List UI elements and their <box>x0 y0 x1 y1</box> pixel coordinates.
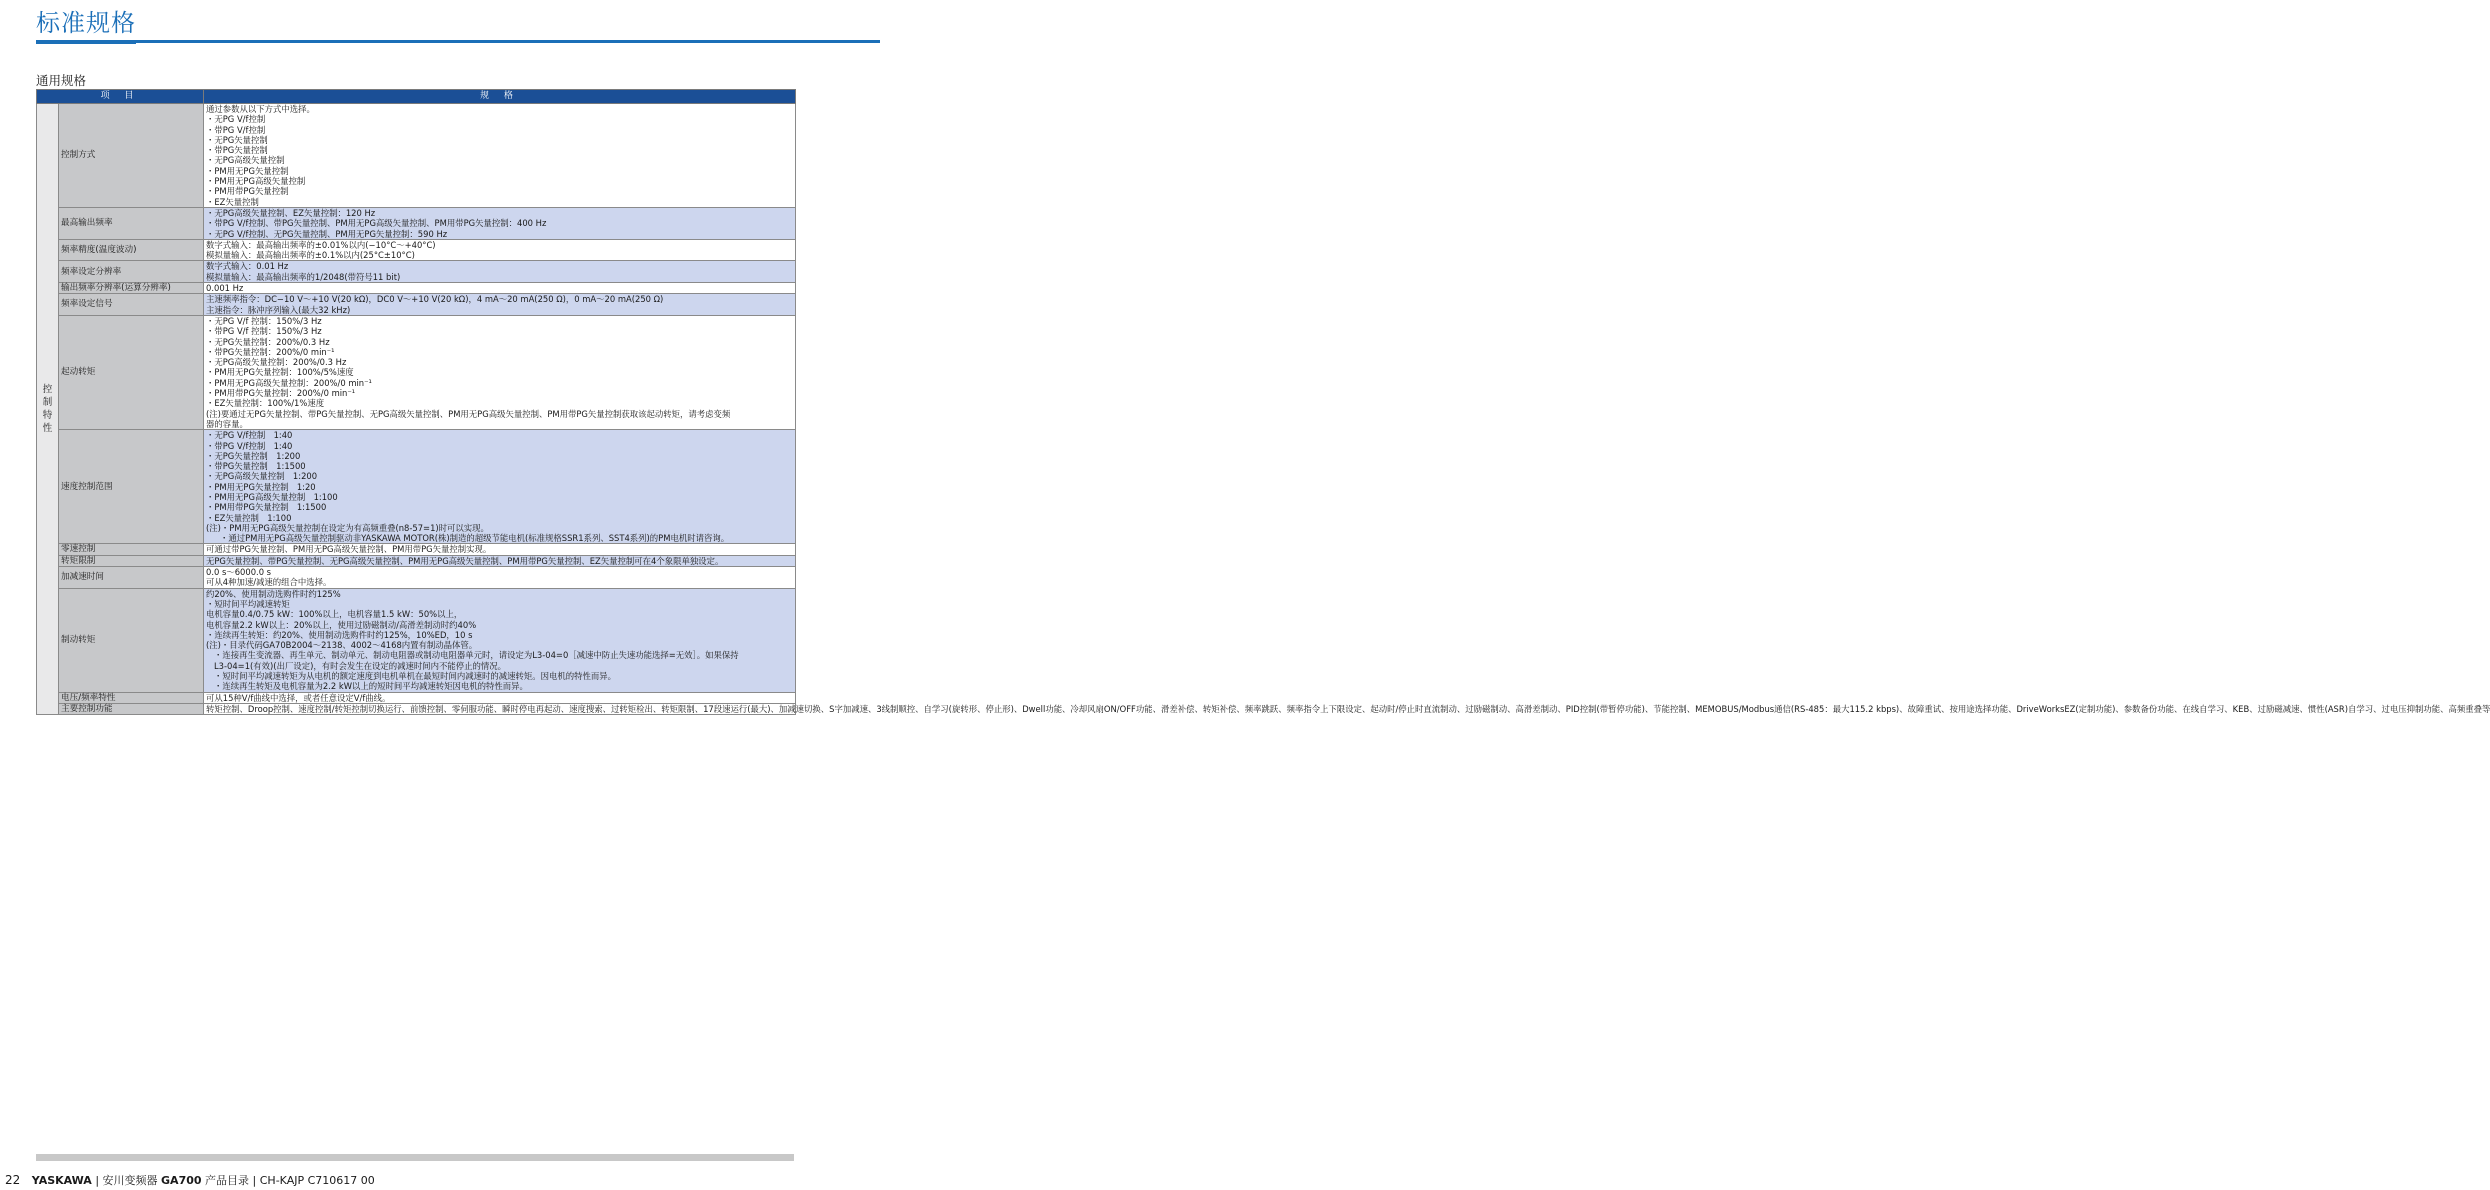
row-spec-value <box>204 567 796 589</box>
table-row <box>37 692 796 703</box>
spec-line: 模拟量输入：最高输出频率的1/2048(带符号11 bit) <box>206 271 401 282</box>
row-item-label: 零速控制 <box>59 544 204 555</box>
row-spec-value <box>204 430 796 544</box>
title-rule-accent <box>36 40 136 44</box>
spec-line: ・带PG矢量控制 1:1500 <box>206 461 306 472</box>
header-spec: 规 格 <box>204 90 796 104</box>
row-spec-value <box>204 692 796 703</box>
row-spec-value <box>204 544 796 555</box>
spec-line: 转矩控制、Droop控制、速度控制/转矩控制切换运行、前馈控制、零伺服功能、瞬时停电再起动、速度搜索、过转矩检出、转矩限制、17段速运行(最大)、加减速切换、S字加减速、3线制顺控、自学习(旋转形、停止形)、Dwell功能、冷却风扇ON/OFF功能、滑差补偿、转矩补偿、频率跳跃、频率指令上下限设定、起动时/停止时直流制动、过励磁制动、高滑差制动、PID控制(带暂停功能)、节能控制、MEMOBUS/Modbus通信(RS-485：最大115.2 kbps)、故障重试、按用途选择功能、DriveWorksEZ(定制功能)、参数备份功能、在线自学习、KEB、过励磁减速、惯性(ASR)自学习、过电压抑制功能、高频重叠等 <box>206 703 2490 714</box>
spec-line: ・连接再生变流器、再生单元、制动单元、制动电阻器或制动电阻器单元时，请设定为L3-04=0［减速中防止失速功能选择=无效］。如果保持 <box>214 650 739 661</box>
spec-line: 无PG矢量控制、带PG矢量控制、无PG高级矢量控制、PM用无PG高级矢量控制、PM用带PG矢量控制、EZ矢量控制可在4个象限单独设定。 <box>206 555 724 566</box>
spec-line: ・通过PM用无PG高级矢量控制驱动非YASKAWA MOTOR(株)制造的超级节能电机(标准规格SSR1系列、SST4系列)的PM电机时请咨询。 <box>220 533 730 544</box>
spec-line: ・无PG高级矢量控制：200%/0.3 Hz <box>206 357 347 368</box>
spec-table <box>36 89 2490 715</box>
spec-line: 约20%、使用制动选购件时约125% <box>206 588 341 599</box>
spec-line: 主速频率指令：DC−10 V～+10 V(20 kΩ)，DC0 V～+10 V(20 kΩ)，4 mA～20 mA(250 Ω)，0 mA～20 mA(250 Ω) <box>206 294 664 305</box>
spec-line: 0.001 Hz <box>206 283 244 294</box>
spec-line: (注)要通过无PG矢量控制、带PG矢量控制、无PG高级矢量控制、PM用无PG高级矢量控制、PM用带PG矢量控制获取该起动转矩，请考虑变频 <box>206 408 731 419</box>
spec-line: L3-04=1(有效)(出厂设定)，有时会发生在设定的减速时间内不能停止的情况。 <box>214 660 506 671</box>
row-item-label: 频率设定信号 <box>59 294 204 316</box>
table-row <box>37 261 796 283</box>
spec-line: 可从4种加速/减速的组合中选择。 <box>206 577 332 588</box>
row-item-label: 频率设定分辨率 <box>59 261 204 283</box>
table-row <box>37 430 796 544</box>
spec-line: ・短时间平均减速转矩 <box>206 598 290 609</box>
table-row <box>37 315 796 429</box>
spec-line: ・PM用带PG矢量控制：200%/0 min⁻¹ <box>206 388 356 399</box>
table-row <box>37 239 796 261</box>
footer-separator: | <box>252 1174 260 1187</box>
spec-line: ・无PG矢量控制 1:200 <box>206 450 301 461</box>
header-item: 项 目 <box>37 90 204 104</box>
row-spec-value <box>204 294 796 316</box>
table-row <box>37 283 796 294</box>
footer-bar <box>36 1154 794 1161</box>
spec-line: ・带PG矢量控制：200%/0 min⁻¹ <box>206 346 335 357</box>
row-item-label: 最高输出频率 <box>59 207 204 239</box>
section-title: 通用规格 <box>36 73 87 88</box>
spec-line: ・带PG矢量控制 <box>206 145 268 156</box>
spec-line: ・无PG矢量控制：200%/0.3 Hz <box>206 336 330 347</box>
spec-line: ・连续再生转矩及电机容量为2.2 kW以上的短时间平均减速转矩因电机的特性而异。 <box>214 681 528 692</box>
spec-line: ・PM用无PG矢量控制：100%/5%速度 <box>206 367 354 378</box>
table-row <box>37 555 796 566</box>
spec-line: ・EZ矢量控制 <box>206 196 259 207</box>
row-item-label: 起动转矩 <box>59 315 204 429</box>
spec-line: ・无PG V/f控制、无PG矢量控制、PM用无PG矢量控制：590 Hz <box>206 228 448 239</box>
spec-line: 可从15种V/f曲线中选择，或者任意设定V/f曲线。 <box>206 692 391 703</box>
spec-line: ・EZ矢量控制 1:100 <box>206 512 292 523</box>
footer-separator: | <box>95 1174 103 1187</box>
row-spec-value <box>204 555 796 566</box>
spec-line: ・PM用无PG矢量控制 <box>206 165 289 176</box>
spec-line: ・短时间平均减速转矩为从电机的额定速度到电机单机在最短时间内减速时的减速转矩。因电机的特性而异。 <box>214 671 616 682</box>
footer <box>5 1172 375 1188</box>
spec-line: 可通过带PG矢量控制、PM用无PG高级矢量控制、PM用带PG矢量控制实现。 <box>206 544 492 555</box>
spec-line: 数字式输入：0.01 Hz <box>206 261 289 272</box>
row-spec-value <box>204 239 796 261</box>
table-row <box>37 104 796 208</box>
row-spec-value <box>204 207 796 239</box>
spec-line: ・带PG V/f 控制：150%/3 Hz <box>206 326 322 337</box>
page-number: 22 <box>5 1173 21 1187</box>
row-item-label: 主要控制功能 <box>59 703 204 714</box>
spec-line: ・PM用无PG高级矢量控制：200%/0 min⁻¹ <box>206 377 372 388</box>
spec-line: ・PM用无PG矢量控制 1:20 <box>206 481 316 492</box>
spec-line: 模拟量输入：最高输出频率的±0.1%以内(25°C±10°C) <box>206 250 415 261</box>
spec-line: (注)・PM用无PG高级矢量控制在设定为有高频重叠(n8-57=1)时可以实现。 <box>206 522 489 533</box>
spec-line: ・带PG V/f控制 1:40 <box>206 440 293 451</box>
row-spec-value <box>204 315 796 429</box>
spec-line: ・无PG高级矢量控制 1:200 <box>206 471 318 482</box>
row-spec-value <box>204 261 796 283</box>
spec-line: 主速指令：脉冲序列输入(最大32 kHz) <box>206 304 351 315</box>
row-spec-value <box>204 703 2490 714</box>
table-row <box>37 588 796 692</box>
row-spec-value <box>204 283 796 294</box>
footer-doc-code: CH-KAJP C710617 00 <box>259 1174 375 1187</box>
row-spec-value <box>204 104 796 208</box>
spec-line: 电机容量0.4/0.75 kW：100%以上，电机容量1.5 kW：50%以上， <box>206 609 463 620</box>
spec-line: (注)・目录代码GA70B2004～2138、4002～4168内置有制动晶体管。 <box>206 640 478 651</box>
footer-doc-type: 产品目录 <box>205 1174 250 1187</box>
table-row <box>37 294 796 316</box>
spec-line: ・EZ矢量控制：100%/1%速度 <box>206 398 325 409</box>
footer-product-line: 安川变频器 <box>102 1174 158 1187</box>
spec-line: ・带PG V/f控制、带PG矢量控制、PM用无PG高级矢量控制、PM用带PG矢量控制：400 Hz <box>206 218 547 229</box>
spec-line: ・无PG矢量控制 <box>206 134 268 145</box>
spec-line: ・无PG V/f 控制：150%/3 Hz <box>206 315 322 326</box>
spec-line: ・无PG V/f控制 <box>206 114 266 125</box>
spec-line: 器的容量。 <box>206 418 248 429</box>
table-body <box>37 104 2490 715</box>
spec-line: ・带PG V/f控制 <box>206 124 266 135</box>
spec-line: ・PM用带PG矢量控制 <box>206 186 289 197</box>
table-row <box>37 567 796 589</box>
spec-line: 通过参数从以下方式中选择。 <box>206 104 315 114</box>
spec-line: 0.0 s～6000.0 s <box>206 567 272 578</box>
table-row <box>37 207 796 239</box>
spec-line: ・PM用无PG高级矢量控制 1:100 <box>206 491 338 502</box>
row-item-label: 输出频率分辨率(运算分辨率) <box>59 283 204 294</box>
row-item-label: 频率精度(温度波动) <box>59 239 204 261</box>
row-item-label: 转矩限制 <box>59 555 204 566</box>
spec-line: ・无PG V/f控制 1:40 <box>206 430 293 441</box>
row-item-label: 加减速时间 <box>59 567 204 589</box>
spec-line: ・连续再生转矩：约20%、使用制动选购件时约125%，10%ED，10 s <box>206 629 473 640</box>
row-item-label: 制动转矩 <box>59 588 204 692</box>
page-title: 标准规格 <box>36 9 136 37</box>
row-spec-value <box>204 588 796 692</box>
row-item-label: 速度控制范围 <box>59 430 204 544</box>
spec-line: ・无PG高级矢量控制、EZ矢量控制：120 Hz <box>206 207 376 218</box>
table-header-row <box>37 90 796 104</box>
spec-line: ・无PG高级矢量控制 <box>206 155 285 166</box>
spec-line: ・PM用带PG矢量控制 1:1500 <box>206 502 327 513</box>
row-item-label: 电压/频率特性 <box>59 692 204 703</box>
group-label: 控 制 特 性 <box>37 104 59 715</box>
table-row <box>37 703 796 714</box>
title-rule <box>36 40 880 43</box>
spec-line: 数字式输入：最高输出频率的±0.01%以内(−10°C～+40°C) <box>206 239 436 250</box>
footer-brand: YASKAWA <box>31 1174 92 1187</box>
spec-line: ・PM用无PG高级矢量控制 <box>206 176 306 187</box>
row-item-label: 控制方式 <box>59 104 204 208</box>
spec-line: 电机容量2.2 kW以上：20%以上，使用过励磁制动/高滑差制动时约40% <box>206 619 477 630</box>
footer-model: GA700 <box>161 1174 202 1187</box>
table-row <box>37 544 796 555</box>
